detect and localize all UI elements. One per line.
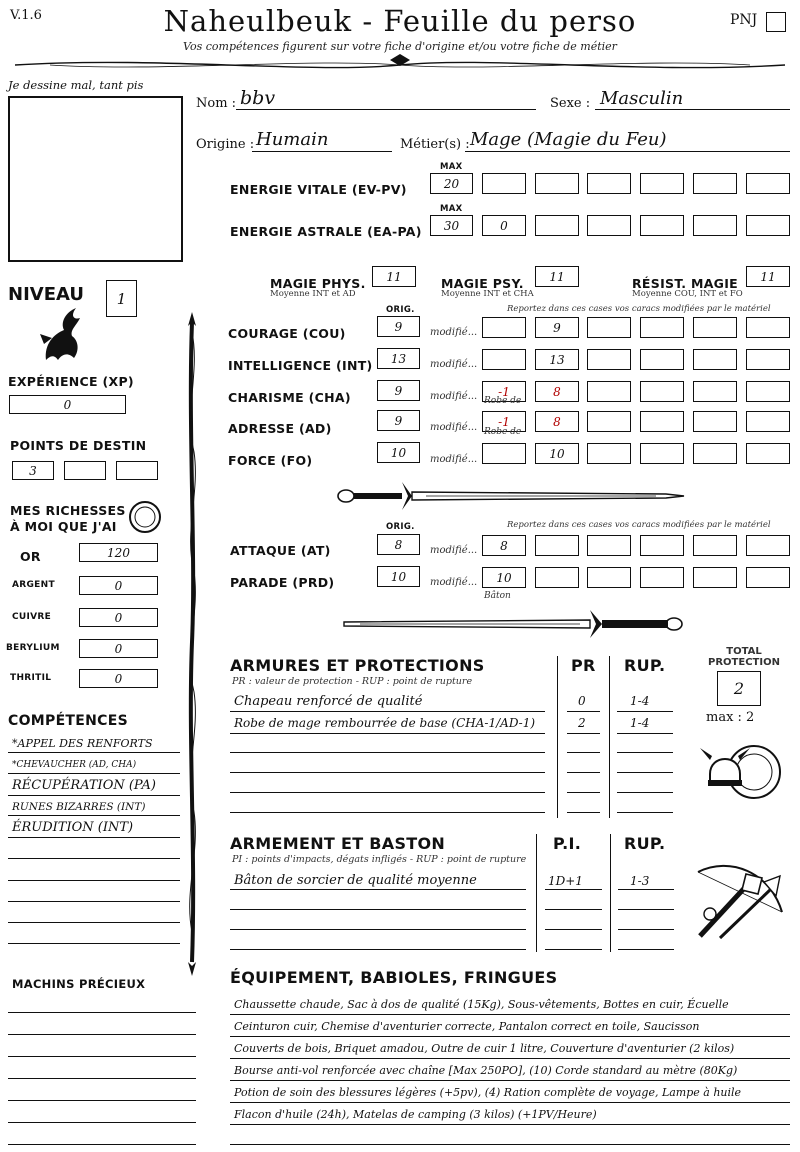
cou-box-5[interactable]	[640, 317, 684, 338]
cuivre-label: CUIVRE	[12, 612, 52, 622]
weapons-rup-header: RUP.	[624, 834, 666, 853]
armor-line-3-rup	[617, 752, 673, 753]
ea-current-box[interactable]: 0	[482, 215, 526, 236]
ea-max-label: MAX	[440, 204, 463, 214]
armor-line-4-rup	[617, 772, 673, 773]
attaque-label: ATTAQUE (AT)	[230, 543, 331, 558]
int-label: INTELLIGENCE (INT)	[228, 358, 373, 373]
equipment-rule-4	[230, 1080, 790, 1081]
armor-item-1-name[interactable]: Chapeau renforcé de qualité	[234, 694, 423, 709]
version-label: V.1.6	[10, 8, 42, 23]
armor-line-5-rup	[617, 792, 673, 793]
equipment-title: ÉQUIPEMENT, BABIOLES, FRINGUES	[230, 968, 558, 987]
skill-line-7	[8, 880, 180, 881]
equipment-rule-5	[230, 1102, 790, 1103]
ea-box-4[interactable]	[587, 215, 631, 236]
cou-modif-label: modifié...	[430, 327, 478, 338]
ad-box-4[interactable]	[587, 411, 631, 432]
equipment-rule-1	[230, 1014, 790, 1015]
resist-magie-label: RÉSIST. MAGIE	[632, 276, 739, 291]
stats-note: Reportez dans ces cases vos caracs modifiées par le matériel	[507, 304, 771, 314]
origine-value[interactable]: Humain	[256, 129, 329, 150]
helmet-shield-icon	[696, 724, 786, 814]
parade-box-7[interactable]	[746, 567, 790, 588]
ev-max-box[interactable]: 20	[430, 173, 473, 194]
total-protection-label: TOTAL PROTECTION	[708, 646, 780, 668]
weapons-col-sep-1	[536, 834, 537, 952]
precious-line-5	[8, 1100, 196, 1101]
armor-line-6-pr	[567, 812, 600, 813]
attaque-box-6[interactable]	[693, 535, 737, 556]
destin-box-1[interactable]: 3	[12, 461, 54, 480]
equipment-line-4[interactable]: Bourse anti-vol renforcée avec chaîne [Max 250PO], (10) Corde standard au mètre (80Kg)	[234, 1064, 738, 1077]
armor-item-1-pr[interactable]: 0	[578, 694, 586, 708]
ornament-divider	[10, 52, 790, 78]
cou-orig-box[interactable]: 9	[377, 316, 420, 337]
ev-label: ENERGIE VITALE (EV-PV)	[230, 182, 407, 197]
skill-5[interactable]: ÉRUDITION (INT)	[12, 820, 134, 835]
armor-pr-header: PR	[571, 656, 596, 675]
weapon-1-pi[interactable]: 1D+1	[548, 874, 583, 888]
ad-value-box[interactable]: 8	[535, 411, 579, 432]
resist-magie-note: Moyenne COU, INT et FO	[632, 289, 743, 299]
ad-modif-label: modifié...	[430, 422, 478, 433]
skill-line-4	[8, 815, 180, 816]
weapons-title: ARMEMENT ET BASTON	[230, 834, 446, 853]
weapon-line-4-rup	[618, 949, 674, 950]
fo-box-4[interactable]	[587, 443, 631, 464]
pnj-label: PNJ	[730, 12, 758, 28]
skill-line-8	[8, 901, 180, 902]
weapons-col-sep-2	[610, 834, 611, 952]
int-mod-box[interactable]	[482, 349, 526, 370]
armor-line-3	[230, 752, 545, 753]
weapons-legend: PI : points d'impacts, dégats infligés - RUP : point de rupture	[232, 854, 527, 865]
argent-box[interactable]: 0	[79, 576, 158, 595]
ev-box-5[interactable]	[640, 173, 684, 194]
destin-box-2[interactable]	[64, 461, 106, 480]
weapon-line-3-pi	[545, 929, 602, 930]
ad-mod-box[interactable]: -1	[482, 411, 526, 432]
cuivre-box[interactable]: 0	[79, 608, 158, 627]
thritil-box[interactable]: 0	[79, 669, 158, 688]
cha-mod-box[interactable]: -1	[482, 381, 526, 402]
portrait-box[interactable]	[8, 96, 183, 262]
combat-note: Reportez dans ces cases vos caracs modifiées par le matériel	[507, 520, 771, 530]
cou-value-box[interactable]: 9	[535, 317, 579, 338]
skill-line-6	[8, 858, 180, 859]
magie-psy-note: Moyenne INT et CHA	[441, 289, 534, 299]
ea-box-7[interactable]	[746, 215, 790, 236]
equipment-rule-7	[230, 1144, 790, 1145]
cha-box-7[interactable]	[746, 381, 790, 402]
thritil-label: THRITIL	[10, 673, 52, 683]
max-protection-label: max : 2	[706, 710, 755, 725]
attaque-box-3[interactable]	[535, 535, 579, 556]
cha-box-6[interactable]	[693, 381, 737, 402]
skill-line-9	[8, 922, 180, 923]
attaque-box-7[interactable]	[746, 535, 790, 556]
armor-item-2-pr[interactable]: 2	[578, 716, 586, 730]
metier-underline	[465, 151, 790, 152]
int-box-5[interactable]	[640, 349, 684, 370]
fo-orig-box[interactable]: 10	[377, 442, 420, 463]
nom-value[interactable]: bbv	[240, 87, 276, 109]
fo-label: FORCE (FO)	[228, 453, 313, 468]
ev-box-3[interactable]	[535, 173, 579, 194]
origine-label: Origine :	[196, 137, 255, 152]
niveau-label: NIVEAU	[8, 284, 84, 305]
parade-label: PARADE (PRD)	[230, 575, 335, 590]
fo-modif-label: modifié...	[430, 454, 478, 465]
ev-box-7[interactable]	[746, 173, 790, 194]
machins-precieux-label: MACHINS PRÉCIEUX	[12, 977, 146, 991]
fo-box-7[interactable]	[746, 443, 790, 464]
cha-orig-box[interactable]: 9	[377, 380, 420, 401]
or-label: OR	[20, 549, 41, 564]
magie-psy-box[interactable]: 11	[535, 266, 579, 287]
destin-label: POINTS DE DESTIN	[10, 438, 147, 453]
magie-phys-note: Moyenne INT et AD	[270, 289, 356, 299]
ea-box-3[interactable]	[535, 215, 579, 236]
portrait-caption: Je dessine mal, tant pis	[8, 78, 144, 92]
equipment-line-3[interactable]: Couverts de bois, Briquet amadou, Outre de cuir 1 litre, Couverture d'aventurier (2 kilos)	[234, 1042, 735, 1055]
cha-label: CHARISME (CHA)	[228, 390, 351, 405]
berylium-label: BERYLIUM	[6, 643, 60, 653]
niveau-box[interactable]: 1	[106, 280, 137, 317]
origine-underline	[252, 151, 392, 152]
armor-line-1-pr	[567, 711, 600, 712]
weapon-line-2	[230, 909, 526, 910]
precious-line-7	[8, 1144, 196, 1145]
cha-value-box[interactable]: 8	[535, 381, 579, 402]
armor-line-5-pr	[567, 792, 600, 793]
sword-icon-2	[340, 606, 685, 642]
armor-title: ARMURES ET PROTECTIONS	[230, 656, 485, 675]
int-orig-box[interactable]: 13	[377, 348, 420, 369]
coin-icon	[128, 500, 162, 534]
magie-phys-label: MAGIE PHYS.	[270, 276, 366, 291]
sword-icon	[336, 478, 686, 514]
subtitle: Vos compétences figurent sur votre fiche d'origine et/ou votre fiche de métier	[183, 40, 617, 53]
parade-box-4[interactable]	[587, 567, 631, 588]
skill-4[interactable]: RUNES BIZARRES (INT)	[12, 801, 146, 813]
ea-box-6[interactable]	[693, 215, 737, 236]
richesses-label-1: MES RICHESSES	[10, 503, 126, 518]
equipment-line-2[interactable]: Ceinturon cuir, Chemise d'aventurier correcte, Pantalon correct en toile, Saucisson	[234, 1020, 700, 1033]
armor-line-6-rup	[617, 812, 673, 813]
attaque-box-5[interactable]	[640, 535, 684, 556]
weapon-line-4-pi	[545, 949, 602, 950]
cou-box-7[interactable]	[746, 317, 790, 338]
precious-line-6	[8, 1122, 196, 1123]
precious-line-3	[8, 1056, 196, 1057]
armor-legend: PR : valeur de protection - RUP : point de rupture	[232, 676, 473, 687]
equipment-line-1[interactable]: Chaussette chaude, Sac à dos de qualité (15Kg), Sous-vêtements, Bottes en cuir, Écuelle	[234, 998, 729, 1011]
weapon-1-rup[interactable]: 1-3	[630, 874, 650, 888]
cha-box-5[interactable]	[640, 381, 684, 402]
weapon-line-1-rup	[618, 889, 674, 890]
armor-col-sep-1	[557, 656, 558, 818]
precious-line-2	[8, 1034, 196, 1035]
destin-box-3[interactable]	[116, 461, 158, 480]
magie-psy-label: MAGIE PSY.	[441, 276, 524, 291]
skill-1[interactable]: *APPEL DES RENFORTS	[12, 737, 153, 750]
equipment-rule-3	[230, 1058, 790, 1059]
skill-line-2	[8, 773, 180, 774]
sheet-title: Naheulbeuk - Feuille du perso	[163, 4, 637, 38]
armor-line-6	[230, 812, 545, 813]
ev-max-label: MAX	[440, 162, 463, 172]
armor-item-2-name[interactable]: Robe de mage rembourrée de base (CHA-1/AD-1)	[234, 716, 536, 730]
int-box-6[interactable]	[693, 349, 737, 370]
precious-line-1	[8, 1012, 196, 1013]
skill-2[interactable]: *CHEVAUCHER (AD, CHA)	[12, 760, 137, 770]
sexe-underline	[595, 109, 790, 110]
stats-orig-label: ORIG.	[386, 305, 415, 315]
armor-line-1-rup	[617, 711, 673, 712]
weapon-line-1	[230, 889, 526, 890]
cou-label: COURAGE (COU)	[228, 326, 346, 341]
parade-value-box[interactable]: 10	[482, 567, 526, 588]
cou-mod-box[interactable]	[482, 317, 526, 338]
combat-orig-label: ORIG.	[386, 522, 415, 532]
equipment-rule-6	[230, 1124, 790, 1125]
weapon-line-4	[230, 949, 526, 950]
attaque-orig-box[interactable]: 8	[377, 534, 420, 555]
ev-box-6[interactable]	[693, 173, 737, 194]
parade-box-3[interactable]	[535, 567, 579, 588]
parade-modif-label: modifié...	[430, 577, 478, 588]
weapons-icon	[690, 852, 790, 944]
skill-3[interactable]: RÉCUPÉRATION (PA)	[12, 778, 156, 793]
armor-line-4	[230, 772, 545, 773]
nom-underline	[236, 109, 536, 110]
sexe-value[interactable]: Masculin	[600, 88, 684, 109]
weapons-pi-header: P.I.	[553, 834, 582, 853]
argent-label: ARGENT	[12, 580, 55, 590]
equipment-line-6[interactable]: Flacon d'huile (24h), Matelas de camping (3 kilos) (+1PV/Heure)	[234, 1108, 597, 1121]
cha-mod-note: Robe de	[484, 396, 522, 406]
int-value-box[interactable]: 13	[535, 349, 579, 370]
ad-mod-note: Robe de	[484, 427, 522, 437]
armor-line-4-pr	[567, 772, 600, 773]
cha-box-4[interactable]	[587, 381, 631, 402]
metier-label: Métier(s) :	[400, 137, 470, 152]
fo-box-5[interactable]	[640, 443, 684, 464]
skill-line-1	[8, 752, 180, 753]
armor-line-3-pr	[567, 752, 600, 753]
weapon-line-3	[230, 929, 526, 930]
ad-box-6[interactable]	[693, 411, 737, 432]
armor-line-2	[230, 733, 545, 734]
skill-line-10	[8, 943, 180, 944]
int-box-7[interactable]	[746, 349, 790, 370]
fo-mod-box[interactable]	[482, 443, 526, 464]
skill-line-5	[8, 837, 180, 838]
fo-box-6[interactable]	[693, 443, 737, 464]
ea-label: ENERGIE ASTRALE (EA-PA)	[230, 224, 422, 239]
ad-orig-box[interactable]: 9	[377, 410, 420, 431]
skill-line-3	[8, 795, 180, 796]
or-box[interactable]: 120	[79, 543, 158, 562]
ea-max-box[interactable]: 30	[430, 215, 473, 236]
equipment-rule-2	[230, 1036, 790, 1037]
resist-magie-box[interactable]: 11	[746, 266, 790, 287]
ad-label: ADRESSE (AD)	[228, 421, 332, 436]
staff-illustration	[180, 312, 204, 976]
armor-line-1	[230, 711, 545, 712]
xp-box[interactable]: 0	[9, 395, 126, 414]
berylium-box[interactable]: 0	[79, 639, 158, 658]
dragon-icon	[36, 304, 86, 364]
weapon-1-name[interactable]: Bâton de sorcier de qualité moyenne	[234, 873, 477, 888]
attaque-box-4[interactable]	[587, 535, 631, 556]
ev-box-2[interactable]	[482, 173, 526, 194]
richesses-label-2: À MOI QUE J'AI	[10, 519, 117, 534]
parade-box-5[interactable]	[640, 567, 684, 588]
ad-box-5[interactable]	[640, 411, 684, 432]
cou-box-6[interactable]	[693, 317, 737, 338]
fo-value-box[interactable]: 10	[535, 443, 579, 464]
nom-label: Nom :	[196, 96, 237, 111]
parade-orig-box[interactable]: 10	[377, 566, 420, 587]
attaque-value-box[interactable]: 8	[482, 535, 526, 556]
armor-rup-header: RUP.	[624, 656, 666, 675]
armor-line-2-rup	[617, 733, 673, 734]
armor-line-5	[230, 792, 545, 793]
armor-item-1-rup[interactable]: 1-4	[630, 694, 650, 708]
attaque-modif-label: modifié...	[430, 545, 478, 556]
metier-value[interactable]: Mage (Magie du Feu)	[470, 129, 667, 150]
sexe-label: Sexe :	[550, 96, 591, 111]
xp-label: EXPÉRIENCE (XP)	[8, 374, 134, 389]
int-box-4[interactable]	[587, 349, 631, 370]
ev-box-4[interactable]	[587, 173, 631, 194]
weapon-line-2-rup	[618, 909, 674, 910]
armor-item-2-rup[interactable]: 1-4	[630, 716, 650, 730]
magie-phys-box[interactable]: 11	[372, 266, 416, 287]
cha-modif-label: modifié...	[430, 391, 478, 402]
parade-note: Bâton	[484, 591, 511, 601]
competences-label: COMPÉTENCES	[8, 713, 128, 729]
precious-line-4	[8, 1078, 196, 1079]
armor-line-2-pr	[567, 733, 600, 734]
total-protection-box[interactable]: 2	[717, 671, 761, 706]
weapon-line-3-rup	[618, 929, 674, 930]
weapon-line-1-pi	[545, 889, 602, 890]
parade-box-6[interactable]	[693, 567, 737, 588]
equipment-line-5[interactable]: Potion de soin des blessures légères (+5pv), (4) Ration complète de voyage, Lampe à huile	[234, 1086, 742, 1099]
int-modif-label: modifié...	[430, 359, 478, 370]
ad-box-7[interactable]	[746, 411, 790, 432]
armor-col-sep-2	[609, 656, 610, 818]
cou-box-4[interactable]	[587, 317, 631, 338]
pnj-checkbox[interactable]	[766, 12, 786, 32]
ea-box-5[interactable]	[640, 215, 684, 236]
weapon-line-2-pi	[545, 909, 602, 910]
